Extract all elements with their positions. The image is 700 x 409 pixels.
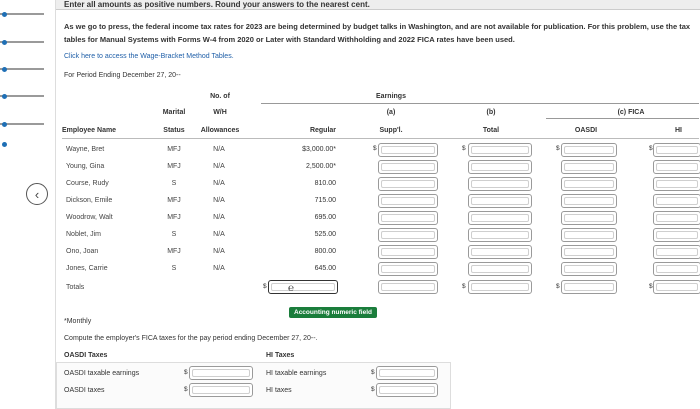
text-cursor-icon: ℮ [288,283,295,294]
regular-earnings: 810.00 [314,180,336,187]
rail-marker-dot [2,122,7,127]
allowances: N/A [213,146,225,153]
compute-instruction: Compute the employer's FICA taxes for the pay period ending December 27, 20--. [64,335,318,342]
hi-input[interactable] [653,262,700,276]
supp-input[interactable] [378,160,438,174]
intro-paragraph: As we go to press, the federal income tax rates for 2023 are being determined by budget talks in Washington, and are not available for publication. For this problem, use the tax tables for Manual Systems with Forms W-4 from 2020 or Later with Standard Withholding and 2022 FICA rates have been used. [64,22,691,44]
marital-status: S [171,265,177,272]
regular-earnings: $3,000.00* [302,146,336,153]
supp-input[interactable] [378,194,438,208]
oasdi-total-input[interactable] [561,280,617,294]
supp-input[interactable] [378,228,438,242]
problem-content [55,0,700,409]
supp-input[interactable] [378,245,438,259]
rail-marker-dot [2,67,7,72]
currency-symbol: $ [556,145,560,152]
oasdi-taxes-input[interactable] [189,383,253,397]
allowances: N/A [213,163,225,170]
total-input[interactable] [468,194,532,208]
oasdi-taxes-title: OASDI Taxes [64,352,108,359]
total-input[interactable] [468,228,532,242]
currency-symbol: $ [263,283,267,290]
allowances: N/A [213,248,225,255]
supp-input[interactable] [378,177,438,191]
employee-name: Wayne, Bret [66,146,105,153]
currency-symbol: $ [649,145,653,152]
total-input[interactable] [468,177,532,191]
total-header: Total [482,127,500,134]
currency-symbol: $ [371,369,375,376]
period-label: For Period Ending December 27, 20-- [64,72,181,79]
oasdi-input[interactable] [561,177,617,191]
employee-name: Ono, Joan [66,248,99,255]
earnings-header: Earnings [376,93,406,100]
earnings-divider [261,103,699,104]
oasdi-input[interactable] [561,211,617,225]
marital-header-bottom: Status [163,127,185,134]
hi-earnings-label: HI taxable earnings [266,370,327,377]
allowances: N/A [213,231,225,238]
marital-status: MFJ [167,146,181,153]
hi-input[interactable] [653,143,700,157]
regular-earnings: 800.00 [314,248,336,255]
total-total-input[interactable] [468,280,532,294]
wh-header-top: No. of [210,93,230,100]
hi-input[interactable] [653,245,700,259]
hi-taxes-input[interactable] [376,383,438,397]
hi-total-input[interactable] [653,280,700,294]
employee-name: Dickson, Emile [66,197,113,204]
oasdi-taxes-label: OASDI taxes [64,387,105,394]
marital-status: S [171,231,177,238]
header-underline [62,138,699,139]
hi-taxable-earnings-input[interactable] [376,366,438,380]
rail-marker-dot [2,94,7,99]
regular-earnings: 715.00 [314,197,336,204]
supp-input[interactable] [378,143,438,157]
back-chevron-icon[interactable]: ‹ [26,183,48,205]
total-input[interactable] [468,245,532,259]
currency-symbol: $ [462,283,466,290]
currency-symbol: $ [373,145,377,152]
employee-name: Jones, Carrie [66,265,108,272]
supp-total-input[interactable] [378,280,438,294]
marital-status: S [171,180,177,187]
oasdi-input[interactable] [561,194,617,208]
employee-name: Woodrow, Walt [66,214,113,221]
fica-header: (c) FICA [617,109,645,116]
currency-symbol: $ [184,369,188,376]
hi-taxes-title: HI Taxes [266,352,295,359]
marital-status: MFJ [167,163,181,170]
supp-letter: (a) [386,109,396,116]
hi-input[interactable] [653,177,700,191]
total-input[interactable] [468,160,532,174]
hi-input[interactable] [653,194,700,208]
oasdi-header: OASDI [574,127,598,134]
allowances: N/A [213,214,225,221]
instruction-banner: Enter all amounts as positive numbers. Round your answers to the nearest cent. [56,0,700,10]
currency-symbol: $ [462,145,466,152]
supp-input[interactable] [378,262,438,276]
total-input[interactable] [468,262,532,276]
wh-header-mid: W/H [213,109,227,116]
totals-label: Totals [66,284,85,291]
currency-symbol: $ [649,283,653,290]
rail-marker-dot [2,40,7,45]
hi-input[interactable] [653,228,700,242]
fica-divider [546,118,699,119]
wh-header-bottom: Allowances [200,127,240,134]
regular-earnings: 645.00 [314,265,336,272]
regular-header: Regular [309,127,336,134]
wage-bracket-link[interactable]: Click here to access the Wage-Bracket Method Tables. [64,53,234,60]
allowances: N/A [213,180,225,187]
rail-marker-dot [2,142,7,147]
currency-symbol: $ [371,386,375,393]
oasdi-earnings-label: OASDI taxable earnings [64,370,140,377]
regular-earnings: 525.00 [314,231,336,238]
hi-header: HI [675,127,682,134]
monthly-note: *Monthly [64,318,92,325]
oasdi-taxable-earnings-input[interactable] [189,366,253,380]
total-input[interactable] [468,143,532,157]
employee-header: Employee Name [62,127,117,134]
oasdi-input[interactable] [561,143,617,157]
employee-name: Course, Rudy [66,180,109,187]
marital-status: MFJ [167,197,181,204]
rail-marker-dot [2,12,7,17]
total-letter: (b) [486,109,496,116]
regular-earnings: 2,500.00* [306,163,336,170]
employee-name: Young, Gina [66,163,105,170]
allowances: N/A [213,265,225,272]
supp-header: Supp'l. [379,127,403,134]
marital-status: MFJ [167,214,181,221]
hi-input[interactable] [653,211,700,225]
regular-total-input[interactable] [268,280,338,294]
marital-header-top: Marital [162,109,186,116]
hi-input[interactable] [653,160,700,174]
allowances: N/A [213,197,225,204]
field-tooltip: Accounting numeric field [289,307,377,318]
currency-symbol: $ [556,283,560,290]
total-input[interactable] [468,211,532,225]
currency-symbol: $ [184,386,188,393]
marital-status: MFJ [167,248,181,255]
oasdi-input[interactable] [561,160,617,174]
oasdi-input[interactable] [561,262,617,276]
employee-name: Noblet, Jim [66,231,102,238]
oasdi-input[interactable] [561,245,617,259]
supp-input[interactable] [378,211,438,225]
hi-taxes-label: HI taxes [266,387,292,394]
regular-earnings: 695.00 [314,214,336,221]
oasdi-input[interactable] [561,228,617,242]
